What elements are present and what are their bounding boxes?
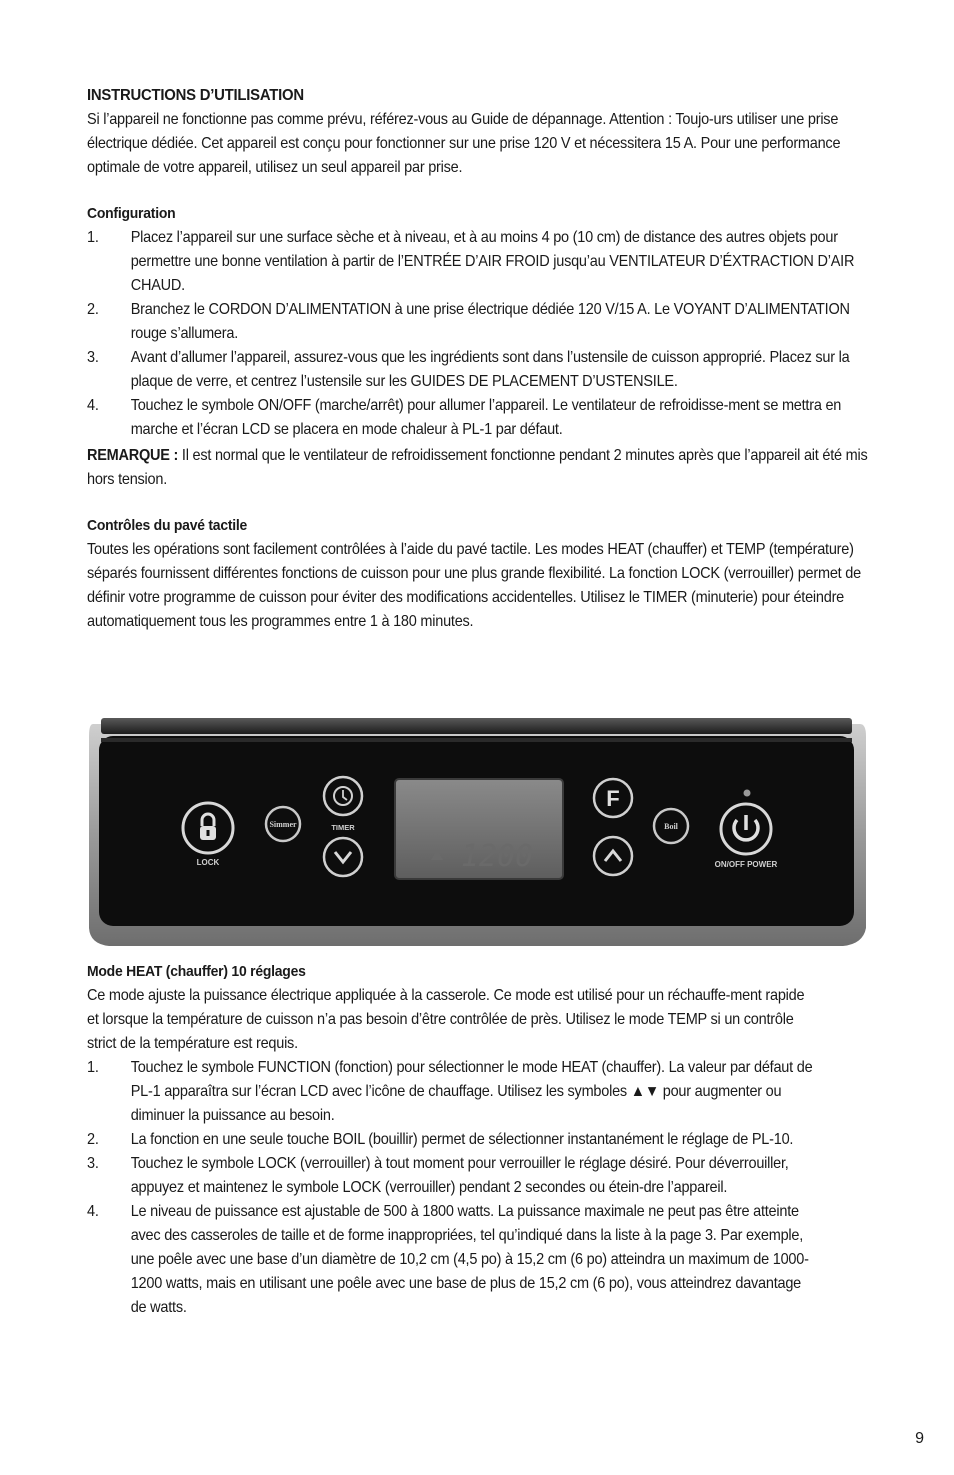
control-panel-photo — [87, 716, 866, 948]
list-item: 3. Touchez le symbole LOCK (verrouiller) à tout moment pour verrouiller le réglage désiré. Pour déverrouiller, appuyez et maintenez le symbole LOCK (verrouiller) pendant 2 secondes ou étein-dre l’appareil. — [87, 1155, 789, 1196]
touchpad-heading: Contrôles du pavé tactile — [87, 517, 248, 534]
list-item: 4. Le niveau de puissance est ajustable de 500 à 1800 watts. La puissance maximale ne peut pas être atteinte avec des casseroles de taille et de forme inappropriées, tel qu’indiqué dans la liste à la page 3. Par exemple, une poêle avec une base d’un diamètre de 10,2 cm (4,5 po) à 15,2 cm (6 po) atteindra un maximum de 1000-1200 watts, mais en utilisant une poêle avec une base de plus de 15,2 cm (6 po), vous atteindrez davantage de watts. — [87, 1203, 809, 1316]
section-title: INSTRUCTIONS D’UTILISATION — [87, 87, 304, 104]
note-paragraph — [87, 444, 869, 492]
power-indicator-light — [744, 790, 751, 797]
heat-mode-list — [87, 1056, 814, 1320]
note-label: REMARQUE : — [87, 447, 179, 464]
simmer-label: Simmer — [269, 820, 297, 829]
configuration-list — [87, 226, 869, 442]
list-item: 2. Branchez le CORDON D’ALIMENTATION à une prise électrique dédiée 120 V/15 A. Le VOYANT D’ALIMENTATION rouge s’allumera. — [87, 301, 850, 342]
page-number: 9 — [915, 1430, 924, 1447]
heat-mode-intro: Ce mode ajuste la puissance électrique appliquée à la casserole. Ce mode est utilisé pour un réchauffe-ment rapide et lorsque la température de cuisson n’a pas besoin d’être contrôlée de près. Utilisez le mode TEMP si un contrôle strict de la température est requis. — [87, 987, 805, 1052]
list-item: 2. La fonction en une seule touche BOIL (bouillir) permet de sélectionner instantanément le réglage de PL-10. — [87, 1131, 794, 1148]
lcd-value: 1200 — [460, 839, 534, 874]
function-symbol: F — [606, 786, 620, 811]
upper-text-block — [87, 84, 869, 634]
list-item: 3. Avant d’allumer l’appareil, assurez-vous que les ingrédients sont dans l’ustensile de cuisson approprié. Placez sur la plaque de verre, et centrez l’ustensile sur les GUIDES DE PLACEMENT D’USTENSILE. — [87, 349, 850, 390]
timer-label: TIMER — [331, 823, 355, 832]
configuration-heading: Configuration — [87, 205, 176, 222]
list-item: 1. Touchez le symbole FUNCTION (fonction) pour sélectionner le mode HEAT (chauffer). La valeur par défaut de PL-1 apparaîtra sur l’écran LCD avec l’icône de chauffage. Utilisez les symboles ▲▼ pour augmenter ou diminuer la puissance au besoin. — [87, 1059, 813, 1124]
list-item: 4. Touchez le symbole ON/OFF (marche/arrêt) pour allumer l’appareil. Le ventilateur de refroidisse-ment se mettra en marche et l’écran LCD se placera en mode chaleur à PL-1 par défaut. — [87, 397, 842, 438]
list-item: 1. Placez l’appareil sur une surface sèche et à niveau, et à au moins 4 po (10 cm) de distance des autres objets pour permettre une bonne ventilation à partir de l’ENTRÉE D’AIR FROID jusqu’au VENTILATEUR D’ÉXTRACTION D’AIR CHAUD. — [87, 229, 855, 294]
heat-mode-section — [87, 960, 814, 1320]
note-text: Il est normal que le ventilateur de refroidissement fonctionne pendant 2 minutes après que l’appareil ait été mis hors tension. — [87, 447, 868, 488]
lock-label: LOCK — [196, 858, 220, 867]
power-label: ON/OFF POWER — [714, 860, 778, 869]
control-panel-illustration — [87, 716, 866, 948]
boil-label: Boil — [664, 822, 678, 831]
heat-mode-heading: Mode HEAT (chauffer) 10 réglages — [87, 963, 306, 980]
intro-paragraph: Si l’appareil ne fonctionne pas comme prévu, référez-vous au Guide de dépannage. Attention : Toujo-urs utiliser une prise électrique dédiée. Cet appareil est conçu pour fonctionner sur une prise 120 V et nécessitera 15 A. Pour une performance optimale de votre appareil, utilisez un seul appareil par prise. — [87, 111, 841, 176]
touchpad-paragraph: Toutes les opérations sont facilement contrôlées à l’aide du pavé tactile. Les modes HEAT (chauffer) et TEMP (température) séparés fournissent différentes fonctions de cuisson pour une plus grande flexibilité. La fonction LOCK (verrouiller) permet de définir votre programme de cuisson pour éviter des modifications accidentelles. Utilisez le TIMER (minuterie) pour éteindre automatiquement tous les programmes entre 1 à 180 minutes. — [87, 541, 861, 630]
